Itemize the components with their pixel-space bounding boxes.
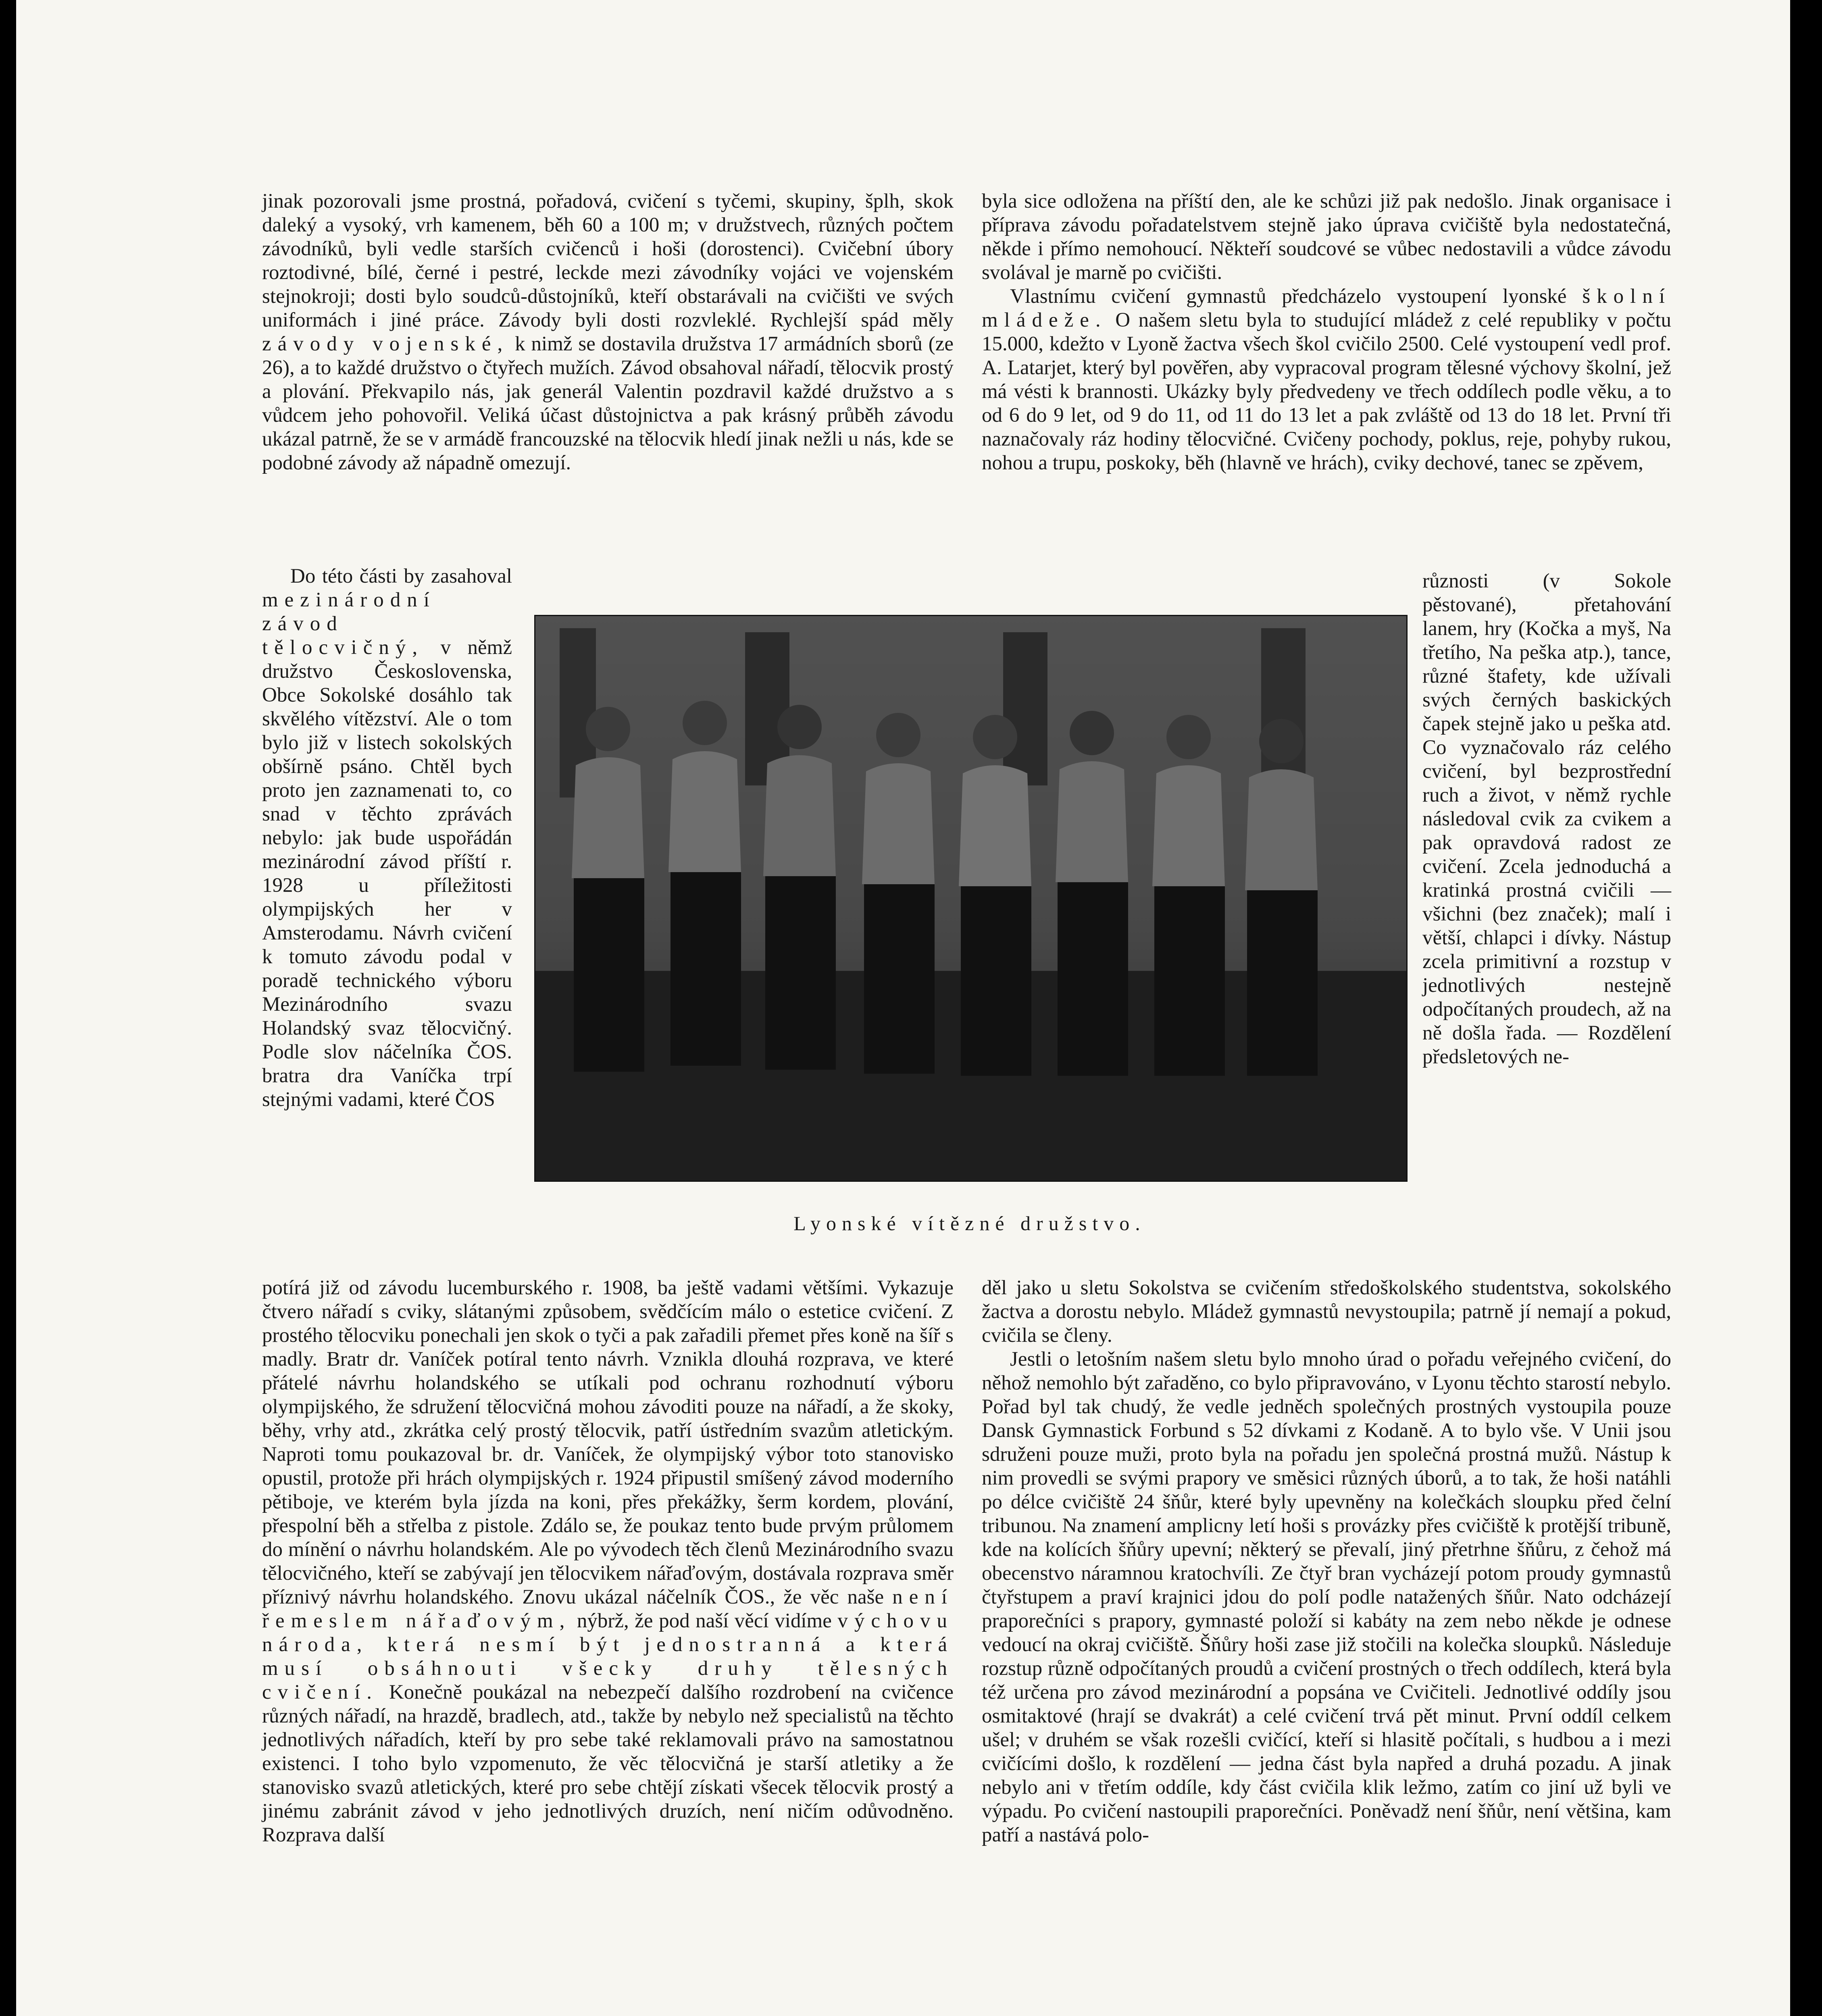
spaced-emphasis: výchovu národa, která nesmí být jednostranná a která musí obsáhnouti všecky druhy tělesných cvičení.	[262, 1610, 954, 1704]
paragraph: jinak pozorovali jsme prostná, pořadová, cvičení s tyčemi, skupiny, šplh, skok daleký a vysoký, vrh kamenem, běh 60 a 100 m; v družstvech, různých počtem závodníků, byli vedle starších cvičenců i hoši (dorostenci). Cvičební úbory roztodivné, bílé, černé i pestré, leckde mezi závodníky vojáci ve vojenském stejnokroji; dosti bylo soudců-důstojníků, kteří obstarávali na cvičišti ve svých uniformách i jiné práce. Závody byli dosti rozvleklé. Rychlejší spád měly závody vojenské, k nimž se dostavila družstva 17 armádních sborů (ze 26), a to každé družstvo o čtyřech mužích. Závod obsahoval nářadí, tělocvik prostý a plování. Překvapilo nás, jak generál Valentin pozdravil každé družstvo a s vůdcem jeho pohovořil. Veliká účast důstojnictva a pak krásný průběh závodu ukázal patrně, že se v armádě francouzské na tělocvik hledí jinak nežli u nás, kde se podobné závody až nápadně omezují.	[262, 190, 954, 474]
paragraph: děl jako u sletu Sokolstva se cvičením středoškolského studentstva, sokolského žactva a dorostu nebylo. Mládež gymnastů nevystoupila; patrně jí nemají a pokud, cvičila se členy.	[982, 1277, 1671, 1347]
spaced-emphasis: závody vojenské,	[262, 333, 509, 355]
paragraph: byla sice odložena na příští den, ale ke schůzi již pak nedošlo. Jinak organisace i příprava závodu pořadatelstvem stejně jako úprava cvičiště byla nedostatečná, někde i přímo nemohoucí. Někteří soudcové se vůbec nedostavili a vůdce závodu svolával je marně po cvičišti.	[982, 190, 1671, 284]
right-column-top	[982, 190, 1671, 475]
page	[16, 0, 1806, 2016]
paragraph: potírá již od závodu lucemburského r. 1908, ba ještě vadami většími. Vykazuje čtvero nářadí s cviky, slátanými způsobem, svědčícím málo o estetice cvičení. Z prostého tělocviku ponechali jen skok o tyči a pak zařadili přemet přes koně na šíř s madly. Bratr dr. Vaníček potíral tento návrh. Vznikla dlouhá rozprava, ve které přátelé návrhu holandského se utíkali pod ochranu rozhodnutí výboru olympijského, že sdružení tělocvičná mohou závoditi pouze na nářadí, a že skoky, běhy, vrhy atd., zkrátka celý prostý tělocvik, patří ústředním svazům atletickým. Naproti tomu poukazoval br. dr. Vaníček, že olympijský výbor toto stanovisko opustil, protože při hrách olympijských r. 1924 připustil smíšený závod moderního pětiboje, ve kterém byla jízda na koni, přes překážky, šerm kordem, plování, přespolní běh a střelba z pistole. Zdálo se, že poukaz tento bude prvým průlomem do mínění o návrhu holandském. Ale po vývodech těch členů Mezinárodního svazu tělocvičného, kteří se zabývají jen tělocvikem nářaďovým, dostávala rozprava směr příznivý návrhu holandského. Znovu ukázal náčelník ČOS., že věc naše není řemeslem nářaďovým, nýbrž, že pod naší věcí vidíme výchovu národa, která nesmí být jednostranná a která musí obsáhnouti všecky druhy tělesných cvičení. Konečně poukázal na nebezpečí dalšího rozdrobení na cvičence různých nářadí, na hrazdě, bradlech, atd., takže by nebylo než specialistů na těchto jednotlivých nářadích, kteří by pro sebe také reklamovali právo na samostatnou existenci. I toho bylo vzpomenuto, že věc tělocvičná je starší atletiky a že stanovisko svazů atletických, které pro sebe chtějí získati všecek tělocvik prostý a jinému zabránit závod v jeho jednotlivých druzích, není ničím odůvodněno. Rozprava další	[262, 1277, 954, 1846]
spaced-emphasis: není řemeslem nářaďovým,	[262, 1586, 954, 1632]
photo-caption: Lyonské vítězné družstvo.	[793, 1212, 1146, 1235]
paragraph: Do této části by zasahoval mezinárodní závod tělocvičný, v němž družstvo Československa, Obce Sokolské dosáhlo tak skvělého vítězství. Ale o tom bylo již v listech sokolských obšírně psáno. Chtěl bych proto jen zaznamenati to, co snad v těchto zprávách nebylo: jak bude uspořádán mezinárodní závod příští r. 1928 u příležitosti olympijských her v Amsterodamu. Návrh cvičení k tomuto závodu podal v poradě technického výboru Mezinárodního svazu Holandský svaz tělocvičný. Podle slov náčelníka ČOS. bratra dra Vaníčka trpí stejnými vadami, které ČOS	[262, 565, 512, 1111]
spaced-emphasis: školní mládeže.	[982, 285, 1672, 331]
paragraph: Vlastnímu cvičení gymnastů předcházelo vystoupení lyonské školní mládeže. O našem sletu byla to studující mládež z celé republiky v počtu 15.000, kdežto v Lyoně žactva všech škol cvičilo 2500. Celé vystoupení vedl prof. A. Latarjet, který byl pověřen, aby vypracoval program tělesné výchovy školní, jež má vésti k brannosti. Ukázky byly předvedeny ve třech oddílech podle věku, a to od 6 do 9 let, od 9 do 11, od 11 do 13 let a pak zvláště od 13 do 18 let. První tři naznačovaly ráz hodiny tělocvičné. Cvičeny pochody, poklus, reje, pohyby rukou, nohou a trupu, poskoky, běh (hlavně ve hrách), cviky dechové, tanec se zpěvem,	[982, 285, 1672, 474]
right-column-narrow	[1422, 569, 1671, 1069]
paragraph: Jestli o letošním našem sletu bylo mnoho úrad o pořadu veřejného cvičení, do něhož nemohlo být zařaděno, co bylo připravováno, v Lyonu těchto starostí nebylo. Pořad byl tak chudý, že vedle jedněch společných prostných vystoupila pouze Dansk Gymnastick Forbund s 52 dívkami z Kodaně. A to bylo vše. V Unii jsou sdruženi pouze muži, proto byla na pořadu jen společná prostná mužů. Nástup k nim provedli se svými prapory ve směsici různých úborů, a to tak, že hoši natáhli po délce cvičiště 24 šňůr, které byly upevněny na kolečkách sloupku před čelní tribunou. Na znamení amplicny letí hoši s provázky přes cvičiště k protější tribuně, kde na kolících šňůry upevní; některý se převalí, jiný přetrhne šňůru, z čehož má obecenstvo náramnou kratochvíli. Ze čtyř bran vycházejí potom proudy gymnastů čtyřstupem a praví krajnici jdou do polí podle natažených šňůr. Nato odcházejí praporečníci s prapory, gymnasté položí si kabáty na zem nebo někde je odnese vedoucí na okraj cvičiště. Šňůry hoši zase již stočili na kolečka sloupků. Následuje rozstup různě odpočítaných proudů a cvičení prostných o třech oddílech, která byla též určena pro závod mezinárodní a popsána ve Cvičiteli. Jednotlivé oddíly jsou osmitaktové (hrají se dvakrát) a celé cvičení trvá pět minut. První oddíl celkem ušel; v druhém se však rozešli cvičící, kteří si hlasitě počítali, s hudbou a i mezi cvičícími došlo, k rozdělení — jedna část byla napřed a druhá pozadu. A jinak nebylo ani v třetím oddíle, kdy část cvičila klik ležmo, zatím co jiní už byli ve výpadu. Po cvičení nastoupili praporečníci. Poněvadž není šňůr, není většina, kam patří a nastává polo-	[982, 1348, 1671, 1846]
left-column-bottom	[262, 1276, 954, 1847]
left-column-narrow	[262, 564, 512, 1112]
right-column-bottom	[982, 1276, 1671, 1847]
team-photo-image	[535, 616, 1406, 1181]
left-column-top	[262, 190, 954, 475]
paragraph: různosti (v Sokole pěstované), přetahování lanem, hry (Kočka a myš, Na třetího, Na peška atp.), tance, různé štafety, kde užívali svých černých baskických čapek stejně jako u peška atd. Co vyznačovalo ráz celého cvičení, byl bezprostřední ruch a život, v němž rychle následoval cvik za cvikem a pak opravdová radost ze cvičení. Zcela jednoduchá a kratinká prostná cvičili — všichni (bez značek); malí i větší, chlapci i dívky. Nástup zcela primitivní a rozstup v jednotlivých nestejně odpočítaných proudech, až na ně došla řada. — Rozdělení předsletových ne-	[1422, 570, 1671, 1068]
scan-border	[1790, 0, 1806, 2016]
team-photo	[534, 615, 1408, 1182]
spaced-emphasis: mezinárodní závod tělocvičný,	[262, 589, 436, 659]
